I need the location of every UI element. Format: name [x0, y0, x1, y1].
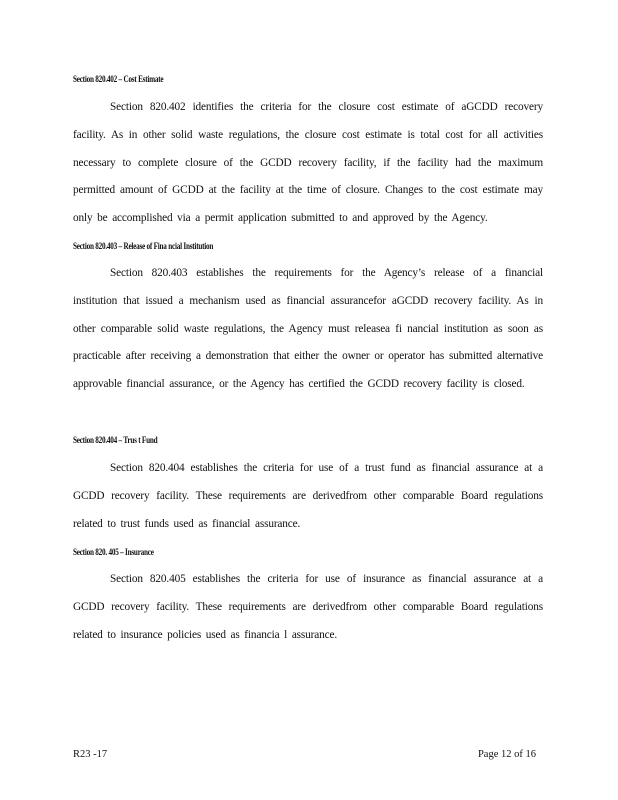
section-body-820-405: Section 820.405 establishes the criteria for use of insurance as financial assurance at a GCDD recovery facility. These requirements are derivedfrom other comparable Board regulations related to insurance policies used as financia l assurance.	[73, 573, 543, 641]
page-number-footer: Page 12 of 16	[477, 749, 536, 760]
section-body-820-404: Section 820.404 establishes the criteria for use of a trust fund as financial assurance at a GCDD recovery facility. These requirements are derivedfrom other comparable Board regulations related to trust funds used as financial assurance.	[73, 462, 543, 530]
section-heading-820-403: Section 820.403 – Release of Fina ncial Institution	[73, 241, 214, 251]
section-heading-820-402: Section 820.402 – Cost Estimate	[73, 74, 164, 84]
section-heading-820-404: Section 820.404 – Trus t Fund	[73, 435, 158, 445]
section-body-820-403: Section 820.403 establishes the requirements for the Agency’s release of a financial institution that issued a mechanism used as financial assurancefor aGCDD recovery facility. As in other comparable solid waste regulations, the Agency must releasea fi nancial institution as soon as practicable after receiving a demonstration that either the owner or operator has submitted alternative approvable financial assurance, or the Agency has certified the GCDD recovery facility is closed.	[73, 267, 543, 391]
section-heading-820-405: Section 820. 405 – Insurance	[73, 547, 154, 557]
document-id-footer: R23 -17	[73, 749, 108, 760]
section-body-820-402: Section 820.402 identifies the criteria for the closure cost estimate of aGCDD recovery facility. As in other solid waste regulations, the closure cost estimate is total cost for all activities necessary to complete closure of the GCDD recovery facility, if the facility had the maximum permitted amount of GCDD at the facility at the time of closure. Changes to the cost estimate may only be accomplished via a permit application submitted to and approved by the Agency.	[73, 101, 543, 225]
